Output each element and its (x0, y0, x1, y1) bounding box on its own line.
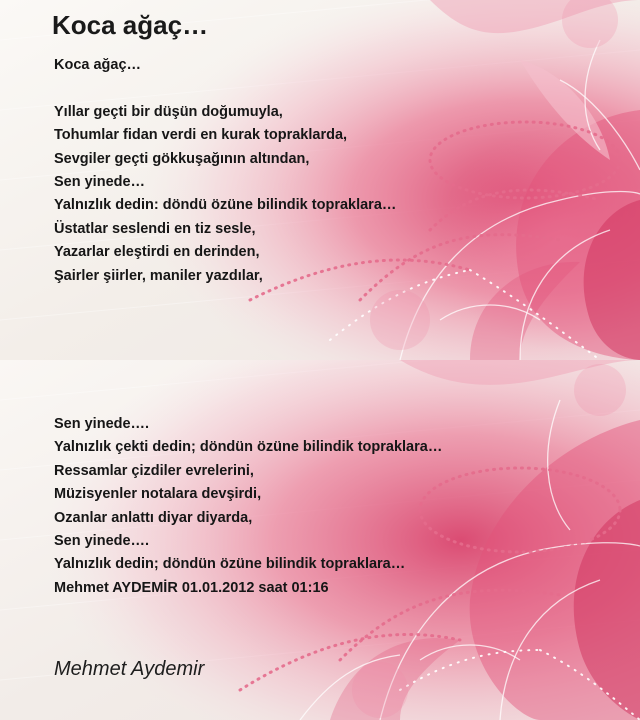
poem-line: Sen yinede… (54, 173, 146, 190)
poem-line: Yazarlar eleştirdi en derinden, (54, 244, 260, 261)
poem-panel-bottom (0, 360, 640, 720)
poem-line: Üstatlar seslendi en tiz sesle, (54, 220, 256, 237)
poem-line: Müzisyenler notalara devşirdi, (54, 486, 262, 503)
poem-line: Sevgiler geçti gökkuşağının altından, (54, 150, 310, 167)
poem-line: Mehmet AYDEMİR 01.01.2012 saat 01:16 (54, 579, 329, 596)
poem-stanza-two (54, 413, 442, 600)
poem-line: Yalnızlık dedin: döndü özüne bilindik topraklara… (54, 197, 397, 214)
poem-line: Şairler şiirler, maniler yazdılar, (54, 267, 263, 284)
poem-line: Yıllar geçti bir düşün doğumuyla, (54, 103, 283, 120)
poem-line: Yalnızlık çekti dedin; döndün özüne bilindik topraklara… (54, 439, 443, 456)
poem-line (54, 77, 396, 100)
author-signature: Mehmet Aydemir (54, 658, 205, 680)
poem-line: Yalnızlık dedin; döndün özüne bilindik topraklara… (54, 556, 406, 573)
poem-title: Koca ağaç… (52, 10, 209, 40)
poem-line: Sen yinede…. (54, 416, 150, 432)
poem-line: Koca ağaç… (54, 57, 142, 73)
poem-line: Ozanlar anlattı diyar diyarda, (54, 509, 253, 526)
poem-line: Sen yinede…. (54, 532, 150, 549)
poem-line: Ressamlar çizdiler evrelerini, (54, 462, 254, 479)
poem-stanza-one (54, 54, 396, 288)
poem-line: Tohumlar fidan verdi en kurak topraklarda, (54, 127, 348, 144)
